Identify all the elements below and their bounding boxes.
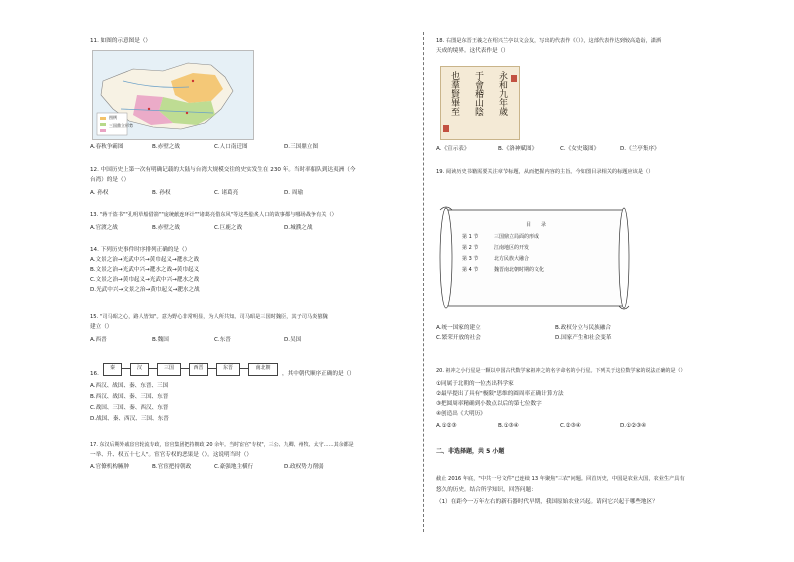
q17-option-b: B.官宦把持朝政 (152, 464, 192, 470)
q20-item-1: ①同属于北朝的一位杰出科学家 (436, 381, 514, 387)
seal-stamp (511, 75, 517, 82)
q13-option-a: A.官渡之战 (90, 225, 118, 231)
q17-option-c: C.豪强地主横行 (214, 464, 254, 470)
section-2-title: 二、非选择题，共 5 小题 (436, 448, 505, 455)
q16-stem: ，其中朝代顺序正确的是（） (282, 371, 355, 377)
q15-stem-line1: 15. "司马昭之心，路人皆知"。意为野心非常明显，为人所共知。司马昭是三国时魏臣，其子司马炎篡魏 (90, 314, 328, 320)
q19-option-d: D.国家产生和社会变革 (555, 335, 612, 341)
q18-option-b: B.《洛神赋图》 (498, 146, 538, 152)
q19-option-c: C.繁荣开放的社会 (436, 335, 481, 341)
toc-title: 目 录 (526, 222, 547, 228)
q18-stem-line2: 天成的境界。这代表作是（） (436, 48, 509, 54)
q12-option-b: B. 孙权 (152, 190, 171, 196)
dynasty-arrow (148, 368, 157, 369)
q13-option-d: D.城濮之战 (284, 225, 313, 231)
q11-stem: 11. 如图的示意图是（） (90, 38, 152, 44)
dynasty-arrow (207, 368, 216, 369)
q18-stem-line1: 18. 右图是东晋王羲之在绍兴兰亭以文会友，写出的代表作《（）》，这部代表作达到较高造诣，潇洒 (436, 38, 662, 44)
q18-option-a: A.《宣示表》 (436, 146, 470, 152)
toc-sec-1: 第 1 节 (462, 234, 479, 240)
q15-option-a: A.西晋 (90, 337, 107, 343)
calligraphy-col-3: 也羣賢畢至 (449, 71, 459, 116)
q17-stem-line2: 一举、升、权五十七人"。宦官专权的恶果是（）。这说明当时（） (90, 452, 252, 458)
q12-stem-line1: 12. 中国历史上第一次有明确记载的大陆与台湾大规模交往的史实发生在 230 年。当时率船队到达夷洲（今 (90, 167, 356, 173)
q12-option-c: C. 诸葛亮 (214, 190, 239, 196)
q12-option-d: D. 周瑜 (284, 190, 304, 196)
q13-stem: 13. "蒋干盗书""孔明草船借箭""庞统献连环计""诸葛亮借东风"等这些脍炙人口的故事都与哪场战争有关（） (90, 212, 337, 218)
toc-title-3: 北方民族大融合 (494, 256, 530, 262)
q11-option-d: D.三国鼎立图 (284, 144, 319, 150)
q13-option-b: B.赤壁之战 (152, 225, 180, 231)
q15-option-b: B.魏国 (152, 337, 169, 343)
q17-option-d: D.政权势力削弱 (284, 464, 324, 470)
q11-option-a: A.春秋争霸图 (90, 144, 124, 150)
toc-title-4: 魏晋南北朝时期的文化 (494, 267, 545, 273)
calligraphy-image (440, 66, 520, 140)
q17-option-a: A.官僚机构臃肿 (90, 464, 130, 470)
q20-option-d: D.①②③④ (620, 423, 647, 429)
dynasty-box-2: 汉 (130, 363, 149, 376)
q16-number: 16. (90, 371, 99, 377)
q20-item-3: ③把圆周率精确到小数点以后的第七位数字 (436, 401, 542, 407)
q16-option-b: B.西汉、战国、秦、三国、东晋 (90, 394, 169, 400)
q19-stem: 19. 阅读历史书籍需要关注章节标题，从而把握内容的主旨。今如图目录相关的标题应该是（） (436, 169, 654, 175)
dynasty-arrow (180, 368, 189, 369)
q20-stem: 20. 祖冲之小行星是一颗以中国古代数学家祖冲之的名字命名的小行星。下列关于这位数学家的说法正确的是（） (436, 368, 686, 374)
table-of-contents-scroll (434, 202, 634, 314)
map-legend-item: 三国鼎立形势 (109, 123, 133, 128)
q13-option-c: C.巨鹿之战 (214, 225, 243, 231)
dynasty-arrow (239, 368, 248, 369)
q15-option-c: C.东晋 (214, 337, 231, 343)
section-2-material-line2: 悠久的历史。结合所学知识，回答问题： (436, 487, 537, 493)
dynasty-box-6: 南北朝 (248, 363, 278, 376)
q14-option-d: D.光武中兴→文景之治→黄巾起义→淝水之战 (90, 287, 200, 293)
q14-option-c: C.文景之治→黄巾起义→光武中兴→淝水之战 (90, 277, 200, 283)
section-2-subquestion-1: （1）在距今一万年左右的新石器时代早期，我国原始农业兴起。请问它兴起于哪些地区？ (436, 499, 658, 505)
dynasty-box-4: 西晋 (189, 363, 208, 376)
dynasty-box-5: 东晋 (216, 363, 240, 376)
three-kingdoms-map (92, 50, 254, 140)
q18-option-d: D.《兰亭集序》 (620, 146, 660, 152)
q20-option-b: B.①③④ (498, 423, 519, 429)
q16-option-d: D.战国、秦、西汉、三国、东晋 (90, 416, 169, 422)
dynasty-box-3: 三国 (157, 363, 181, 376)
column-divider (423, 32, 424, 532)
q14-option-b: B.文景之治→光武中兴→淝水之战→黄巾起义 (90, 267, 200, 273)
q17-stem-line1: 17. 东汉后期外戚宦官轮流专政，宦官集团把持朝政 20 余年。当时宦官"专权"，三公、九卿、州牧、太守……其余都是 (90, 442, 354, 448)
dynasty-box-1: 秦 (103, 363, 122, 376)
seal-stamp (443, 125, 449, 132)
calligraphy-col-2: 于會稽山陰 (473, 71, 483, 116)
q19-option-b: B.政权分立与民族融合 (555, 325, 611, 331)
q14-option-a: A.文景之治→光武中兴→黄巾起义→淝水之战 (90, 257, 200, 263)
q18-option-c: C.《女史箴图》 (560, 146, 600, 152)
q19-option-a: A.统一国家的建立 (436, 325, 481, 331)
q11-option-b: B.赤壁之战 (152, 144, 180, 150)
q12-option-a: A. 孙权 (90, 190, 109, 196)
map-legend-title: 图例 (109, 115, 117, 120)
q20-item-4: ④创造出《大明历》 (436, 411, 486, 417)
q20-item-2: ②最早提出了具有"极限"思维的圆周率正确计算方法 (436, 391, 564, 397)
calligraphy-col-1: 永和九年歲 (497, 71, 507, 116)
q16-option-c: C.战国、三国、秦、西汉、东晋 (90, 405, 169, 411)
q16-option-a: A.西汉、战国、秦、东晋、三国 (90, 383, 169, 389)
toc-title-2: 江南地区的开发 (494, 245, 530, 251)
q11-option-c: C.人口南迁图 (214, 144, 248, 150)
q15-stem-line2: 建立（） (90, 324, 113, 330)
toc-sec-3: 第 3 节 (462, 256, 479, 262)
q20-option-a: A.①②③ (436, 423, 457, 429)
dynasty-arrow (121, 368, 130, 369)
q20-option-c: C.②③④ (560, 423, 581, 429)
q15-option-d: D.吴国 (284, 337, 302, 343)
toc-sec-4: 第 4 节 (462, 267, 479, 273)
section-2-material-line1: 截止 2016 年底，"中共一号文件"已连续 13 年聚焦"三农"问题。回首历史，中国是农业大国，农业生产具有 (436, 476, 685, 482)
q12-stem-line2: 台湾）的是（） (90, 177, 130, 183)
toc-title-1: 三国鼎立局面的形成 (494, 234, 540, 240)
toc-sec-2: 第 2 节 (462, 245, 479, 251)
q14-stem: 14. 下列历史事件时序排列正确的是（） (90, 247, 191, 253)
